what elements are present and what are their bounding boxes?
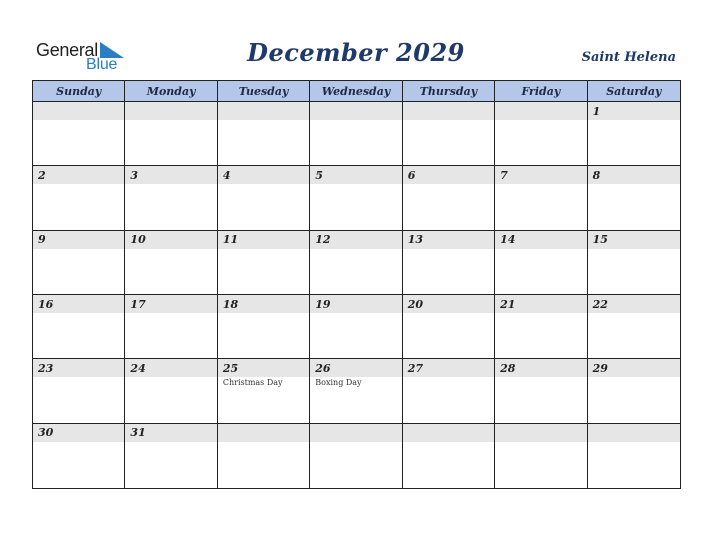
day-number: 10 <box>125 231 216 249</box>
day-number: 9 <box>33 231 124 249</box>
day-cell <box>125 231 217 295</box>
day-number <box>33 102 124 120</box>
day-number: 4 <box>218 166 309 184</box>
day-cell <box>588 231 680 295</box>
calendar-grid <box>32 80 681 489</box>
day-number: 24 <box>125 359 216 377</box>
day-number: 15 <box>588 231 680 249</box>
weekday-header: Wednesday <box>310 81 402 102</box>
day-number <box>495 424 586 442</box>
day-cell <box>218 102 310 166</box>
day-cell <box>218 359 310 423</box>
day-cell <box>495 231 587 295</box>
holiday-label: Christmas Day <box>222 378 283 388</box>
day-number: 30 <box>33 424 124 442</box>
day-cell <box>310 295 402 359</box>
day-number: 5 <box>310 166 401 184</box>
day-number <box>218 102 309 120</box>
day-cell <box>125 424 217 488</box>
day-number <box>403 424 494 442</box>
day-number: 20 <box>403 295 494 313</box>
day-number <box>310 102 401 120</box>
day-number: 11 <box>218 231 309 249</box>
day-cell <box>310 166 402 230</box>
day-number: 17 <box>125 295 216 313</box>
day-cell <box>588 424 680 488</box>
day-cell <box>218 231 310 295</box>
weekday-header: Thursday <box>403 81 495 102</box>
day-cell <box>125 359 217 423</box>
day-cell <box>125 295 217 359</box>
day-cell <box>310 424 402 488</box>
day-cell <box>310 102 402 166</box>
day-number <box>218 424 309 442</box>
day-cell <box>403 231 495 295</box>
day-number <box>495 102 586 120</box>
day-cell <box>588 102 680 166</box>
page-title: December 2029 <box>247 38 465 67</box>
day-cell <box>33 231 125 295</box>
day-cell <box>33 359 125 423</box>
day-number: 27 <box>403 359 494 377</box>
day-number: 13 <box>403 231 494 249</box>
weekday-header: Saturday <box>588 81 680 102</box>
day-number <box>125 102 216 120</box>
country-name: Saint Helena <box>581 50 676 65</box>
day-cell <box>495 295 587 359</box>
weekday-header: Tuesday <box>218 81 310 102</box>
day-number: 28 <box>495 359 586 377</box>
day-number <box>403 102 494 120</box>
day-number: 2 <box>33 166 124 184</box>
day-cell <box>495 166 587 230</box>
day-cell <box>218 295 310 359</box>
weekday-header: Monday <box>125 81 217 102</box>
day-number <box>588 424 680 442</box>
day-number: 19 <box>310 295 401 313</box>
day-cell <box>403 166 495 230</box>
day-cell <box>588 166 680 230</box>
day-cell <box>310 359 402 423</box>
day-cell <box>125 166 217 230</box>
day-cell <box>218 166 310 230</box>
day-number: 3 <box>125 166 216 184</box>
day-cell <box>33 166 125 230</box>
day-cell <box>218 424 310 488</box>
day-number: 18 <box>218 295 309 313</box>
day-number: 7 <box>495 166 586 184</box>
day-cell <box>588 295 680 359</box>
day-cell <box>403 295 495 359</box>
day-cell <box>310 231 402 295</box>
day-number: 12 <box>310 231 401 249</box>
logo-text-general: General <box>36 40 98 60</box>
day-cell <box>403 359 495 423</box>
weekday-header: Sunday <box>33 81 125 102</box>
day-number: 25 <box>218 359 309 377</box>
day-cell <box>495 424 587 488</box>
day-number: 26 <box>310 359 401 377</box>
day-number: 23 <box>33 359 124 377</box>
day-cell <box>403 424 495 488</box>
day-cell <box>33 424 125 488</box>
day-number: 22 <box>588 295 680 313</box>
day-number: 16 <box>33 295 124 313</box>
day-number <box>310 424 401 442</box>
day-cell <box>495 359 587 423</box>
day-cell <box>125 102 217 166</box>
day-number: 21 <box>495 295 586 313</box>
logo-text-blue: Blue <box>86 56 118 73</box>
day-number: 1 <box>588 102 680 120</box>
day-number: 31 <box>125 424 216 442</box>
day-cell <box>495 102 587 166</box>
day-cell <box>33 102 125 166</box>
weekday-header: Friday <box>495 81 587 102</box>
holiday-label: Boxing Day <box>315 378 362 388</box>
day-cell <box>588 359 680 423</box>
day-number: 8 <box>588 166 680 184</box>
day-number: 29 <box>588 359 680 377</box>
day-number: 6 <box>403 166 494 184</box>
day-cell <box>33 295 125 359</box>
day-number: 14 <box>495 231 586 249</box>
day-cell <box>403 102 495 166</box>
